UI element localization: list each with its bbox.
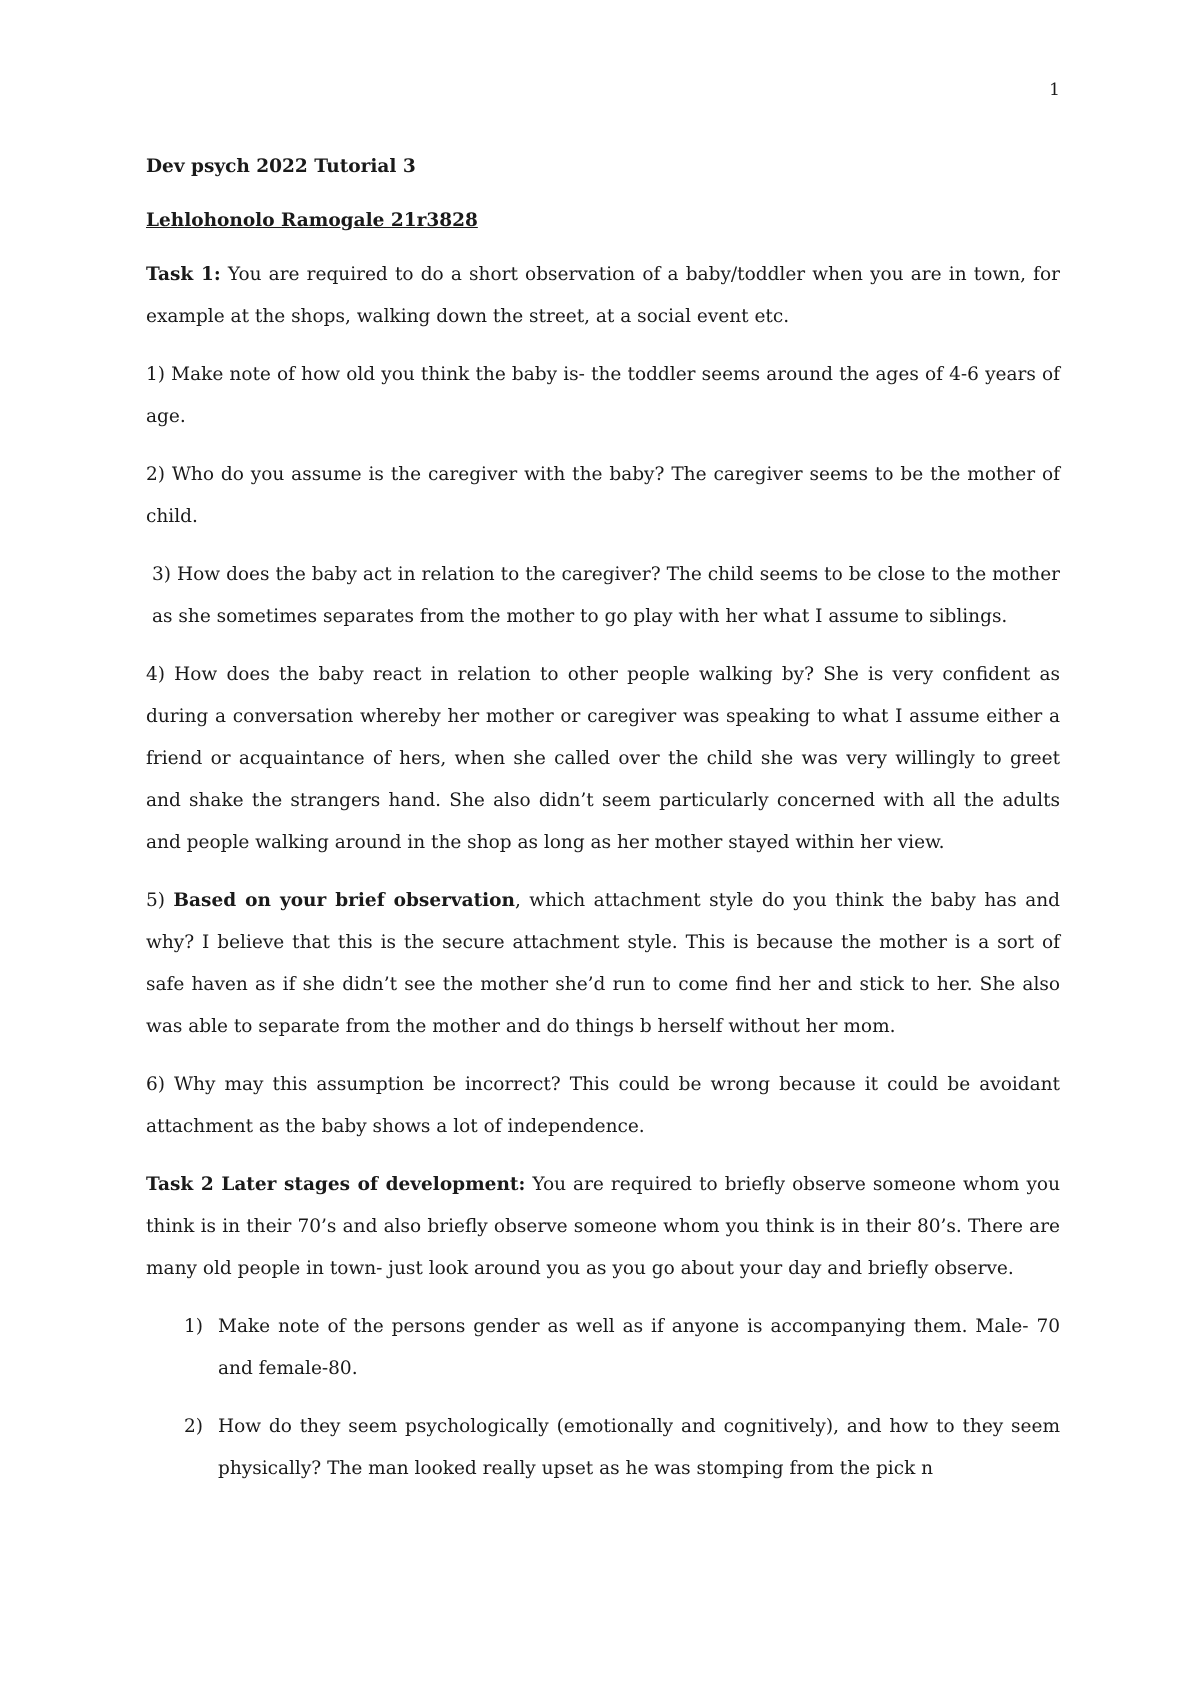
task1-label: Task 1: bbox=[146, 264, 221, 285]
question-6: 6) Why may this assumption be incorrect? This could be wrong because it could be avoidant attachment as the baby shows a lot of independence. bbox=[146, 1074, 1060, 1137]
question-2: 2) Who do you assume is the caregiver with the baby? The caregiver seems to be the mother of child. bbox=[146, 464, 1060, 527]
question-5-bold: Based on your brief observation bbox=[173, 890, 515, 911]
list-item bbox=[146, 1306, 1060, 1390]
task2-label: Task 2 Later stages of development: bbox=[146, 1174, 526, 1195]
list-item-number: 1) bbox=[184, 1316, 203, 1337]
document-body bbox=[146, 146, 1060, 1506]
question-5-prefix: 5) bbox=[146, 890, 174, 911]
author-line: Lehlohonolo Ramogale 21r3828 bbox=[146, 210, 478, 231]
list-item-text: How do they seem psychologically (emotionally and cognitively), and how to they seem physically? The man looked really upset as he was stomping from the pick n bbox=[218, 1416, 1060, 1479]
question-1: 1) Make note of how old you think the baby is- the toddler seems around the ages of 4-6 years of age. bbox=[146, 364, 1060, 427]
question-3: 3) How does the baby act in relation to the caregiver? The child seems to be close to the mother as she sometimes separates from the mother to go play with her what I assume to siblings. bbox=[152, 564, 1060, 627]
question-4: 4) How does the baby react in relation to other people walking by? She is very confident as during a conversation whereby her mother or caregiver was speaking to what I assume either a friend or acquaintance of hers, when she called over the child she was very willingly to greet and shake the strangers hand. She also didn’t seem particularly concerned with all the adults and people walking around in the shop as long as her mother stayed within her view. bbox=[146, 664, 1060, 853]
list-item-text: Make note of the persons gender as well as if anyone is accompanying them. Male- 70 and female-80. bbox=[218, 1316, 1060, 1379]
list-item-number: 2) bbox=[184, 1416, 203, 1437]
page-number: 1 bbox=[1049, 80, 1060, 100]
task2-prompt: You are required to briefly observe someone whom you think is in their 70’s and also briefly observe someone whom you think is in their 80’s. There are many old people in town- just look around you as you go about your day and briefly observe. bbox=[146, 1174, 1060, 1279]
task1-paragraph bbox=[146, 254, 1060, 338]
question-5 bbox=[146, 880, 1060, 1048]
task2-list bbox=[146, 1306, 1060, 1490]
list-item bbox=[146, 1406, 1060, 1490]
task1-prompt: You are required to do a short observation of a baby/toddler when you are in town, for example at the shops, walking down the street, at a social event etc. bbox=[146, 264, 1060, 327]
question-5-text: , which attachment style do you think the baby has and why? I believe that this is the secure attachment style. This is because the mother is a sort of safe haven as if she didn’t see the mother she’d run to come find her and stick to her. She also was able to separate from the mother and do things b herself without her mom. bbox=[146, 890, 1060, 1037]
document-title: Dev psych 2022 Tutorial 3 bbox=[146, 156, 416, 177]
task2-paragraph bbox=[146, 1164, 1060, 1290]
